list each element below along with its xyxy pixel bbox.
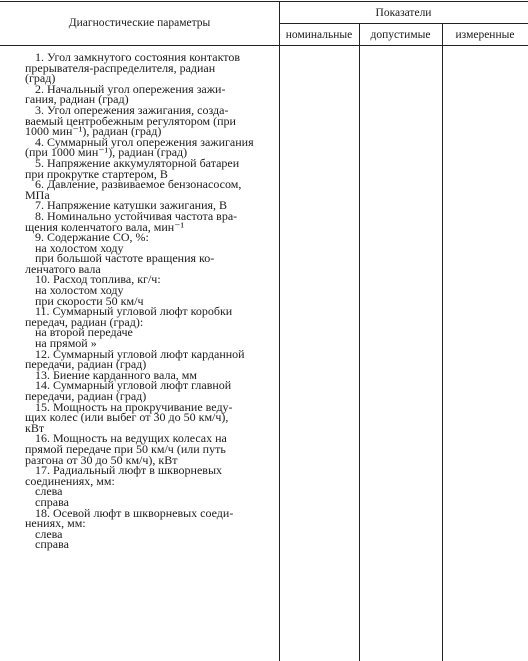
parameter-line: на прямой » — [35, 336, 97, 351]
parameter-line: 10. Расход топлива, кг/ч: — [35, 272, 161, 287]
parameter-line: при прокрутке стартером, В — [25, 166, 168, 181]
parameter-line: прямой передаче при 50 км/ч (или путь — [25, 441, 226, 456]
parameter-line: 18. Осевой люфт в шкворневых соеди- — [35, 505, 234, 520]
parameter-line: щения коленчатого вала, мин⁻¹ — [25, 219, 185, 234]
parameter-line: 8. Номинально устойчивая частота вра- — [35, 208, 238, 223]
parameters-list — [25, 52, 277, 550]
parameter-line: (град) — [25, 71, 56, 86]
parameter-line: 16. Мощность на ведущих колесах на — [35, 431, 227, 446]
parameter-line: 9. Содержание СО, %: — [35, 230, 149, 245]
parameter-line: 4. Суммарный угол опережения зажигания — [35, 134, 254, 149]
parameter-line: МПа — [25, 187, 50, 202]
column-divider-params — [279, 1, 280, 661]
header-diagnostic-parameters: Диагностические параметры — [68, 17, 211, 29]
parameter-line: нениях, мм: — [25, 516, 86, 531]
parameter-line: на холостом ходу — [35, 240, 124, 255]
parameter-line: 3. Угол опережения зажигания, созда- — [35, 102, 229, 117]
header-nominal: номинальные — [285, 29, 353, 41]
parameter-line: 14. Суммарный угловой люфт главной — [35, 378, 232, 393]
parameter-line: ваемый центробежным регулятором (при — [25, 113, 236, 128]
parameter-line: щих колес (или выбег от 30 до 50 км/ч), — [25, 410, 229, 425]
parameter-line: 15. Мощность на прокручивание веду- — [35, 399, 233, 414]
header-allowed: допустимые — [370, 29, 431, 41]
parameter-line: 12. Суммарный угловой люфт карданной — [35, 346, 245, 361]
parameter-line: 1000 мин⁻¹), радиан (град) — [25, 124, 162, 139]
parameter-line: передач, радиан (град): — [25, 314, 144, 329]
parameter-line: 5. Напряжение аккумуляторной батареи — [35, 155, 240, 170]
parameter-line: (при 1000 мин⁻¹), радиан (град) — [25, 145, 188, 160]
header-indicators: Показатели — [375, 7, 432, 19]
parameter-line: на второй передаче — [35, 325, 133, 340]
parameter-line: 6. Давление, развиваемое бензонасосом, — [35, 177, 242, 192]
parameter-line: 1. Угол замкнутого состояния контактов — [35, 50, 240, 64]
parameter-line: передачи, радиан (град) — [25, 389, 147, 403]
parameter-line: ленчатого вала — [25, 261, 101, 276]
parameter-line: при скорости 50 км/ч — [35, 293, 144, 308]
parameter-line: соединениях, мм: — [25, 473, 115, 488]
parameter-line: на холостом ходу — [35, 283, 124, 298]
group-header-divider — [279, 23, 528, 24]
parameter-line: 7. Напряжение катушки зажигания, В — [35, 198, 228, 213]
parameter-line: справа — [35, 537, 69, 552]
table-top-border — [0, 1, 528, 2]
parameter-line: 13. Биение карданного вала, мм — [35, 367, 197, 382]
parameter-line: слева — [35, 526, 63, 541]
parameter-line: 17. Радиальный люфт в шкворневых — [35, 463, 223, 478]
header-measured: измеренные — [455, 29, 515, 41]
parameter-line: кВт — [25, 420, 45, 435]
parameter-line: при большой частоте вращения ко- — [35, 251, 215, 266]
parameter-line: справа — [35, 494, 69, 509]
parameter-line: слева — [35, 484, 63, 499]
header-bottom-border — [0, 45, 528, 46]
column-divider-allowed — [442, 23, 443, 661]
parameter-line: гания, радиан (град) — [25, 92, 129, 107]
column-divider-nominal — [359, 23, 360, 661]
parameter-line: 2. Начальный угол опережения зажи- — [35, 81, 226, 96]
parameter-line: передачи, радиан (град) — [25, 357, 147, 372]
parameter-line: 11. Суммарный угловой люфт коробки — [35, 304, 233, 319]
parameter-line: прерывателя-распределителя, радиан — [25, 60, 216, 75]
parameter-line: разгона от 30 до 50 км/ч), кВт — [25, 452, 178, 467]
